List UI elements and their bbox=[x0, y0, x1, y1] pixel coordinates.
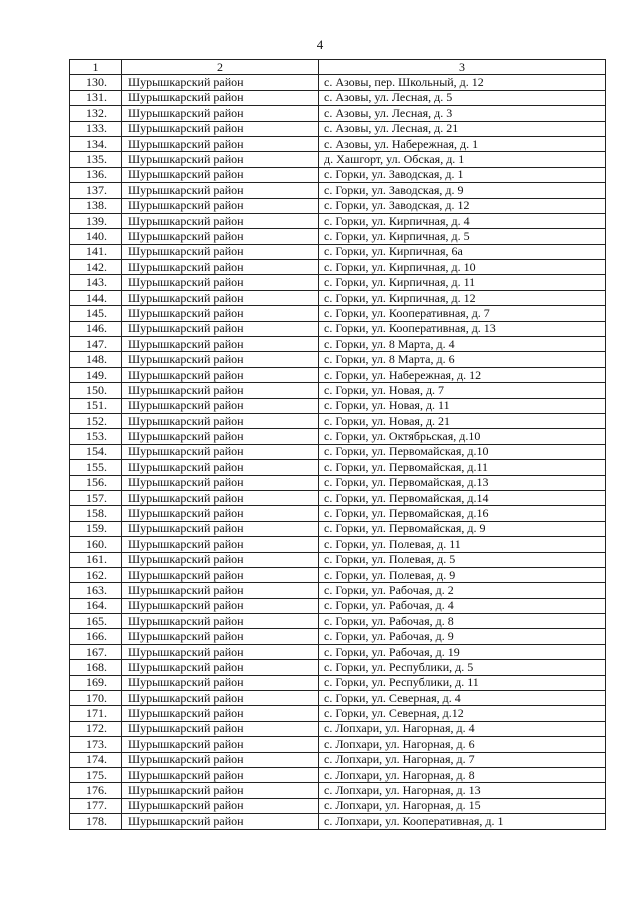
address-cell: с. Горки, ул. Кооперативная, д. 13 bbox=[319, 321, 606, 336]
table-row bbox=[70, 352, 606, 367]
table-body bbox=[70, 75, 606, 829]
table-row bbox=[70, 721, 606, 736]
table-row bbox=[70, 75, 606, 90]
row-number-cell: 154. bbox=[70, 444, 122, 459]
table-row bbox=[70, 521, 606, 536]
district-cell: Шурышкарский район bbox=[122, 552, 319, 567]
district-cell: Шурышкарский район bbox=[122, 614, 319, 629]
address-cell: с. Горки, ул. Кирпичная, д. 4 bbox=[319, 213, 606, 228]
address-cell: с. Горки, ул. Кирпичная, д. 10 bbox=[319, 260, 606, 275]
address-cell: с. Горки, ул. Заводская, д. 1 bbox=[319, 167, 606, 182]
table-row bbox=[70, 552, 606, 567]
district-cell: Шурышкарский район bbox=[122, 767, 319, 782]
address-cell: с. Лопхари, ул. Нагорная, д. 6 bbox=[319, 737, 606, 752]
district-cell: Шурышкарский район bbox=[122, 737, 319, 752]
table-row bbox=[70, 367, 606, 382]
row-number-cell: 140. bbox=[70, 229, 122, 244]
district-cell: Шурышкарский район bbox=[122, 490, 319, 505]
row-number-cell: 130. bbox=[70, 75, 122, 90]
table-row bbox=[70, 229, 606, 244]
district-cell: Шурышкарский район bbox=[122, 152, 319, 167]
row-number-cell: 177. bbox=[70, 798, 122, 813]
table-row bbox=[70, 798, 606, 813]
address-cell: с. Лопхари, ул. Нагорная, д. 15 bbox=[319, 798, 606, 813]
row-number-cell: 162. bbox=[70, 567, 122, 582]
column-header-district: 2 bbox=[122, 60, 319, 75]
table-row bbox=[70, 429, 606, 444]
district-cell: Шурышкарский район bbox=[122, 506, 319, 521]
district-cell: Шурышкарский район bbox=[122, 567, 319, 582]
table-row bbox=[70, 675, 606, 690]
table-row bbox=[70, 460, 606, 475]
address-cell: с. Горки, ул. Первомайская, д.16 bbox=[319, 506, 606, 521]
address-cell: с. Горки, ул. 8 Марта, д. 4 bbox=[319, 337, 606, 352]
row-number-cell: 143. bbox=[70, 275, 122, 290]
table-row bbox=[70, 383, 606, 398]
district-cell: Шурышкарский район bbox=[122, 444, 319, 459]
address-cell: с. Горки, ул. Республики, д. 5 bbox=[319, 660, 606, 675]
district-cell: Шурышкарский район bbox=[122, 367, 319, 382]
row-number-cell: 174. bbox=[70, 752, 122, 767]
address-cell: с. Горки, ул. Северная, д.12 bbox=[319, 706, 606, 721]
address-cell: с. Горки, ул. Кооперативная, д. 7 bbox=[319, 306, 606, 321]
district-cell: Шурышкарский район bbox=[122, 475, 319, 490]
table-row bbox=[70, 506, 606, 521]
address-cell: с. Горки, ул. Новая, д. 7 bbox=[319, 383, 606, 398]
district-cell: Шурышкарский район bbox=[122, 183, 319, 198]
row-number-cell: 168. bbox=[70, 660, 122, 675]
row-number-cell: 153. bbox=[70, 429, 122, 444]
district-cell: Шурышкарский район bbox=[122, 460, 319, 475]
district-cell: Шурышкарский район bbox=[122, 106, 319, 121]
row-number-cell: 139. bbox=[70, 213, 122, 228]
table-row bbox=[70, 660, 606, 675]
row-number-cell: 132. bbox=[70, 106, 122, 121]
district-cell: Шурышкарский район bbox=[122, 352, 319, 367]
district-cell: Шурышкарский район bbox=[122, 660, 319, 675]
district-cell: Шурышкарский район bbox=[122, 752, 319, 767]
row-number-cell: 145. bbox=[70, 306, 122, 321]
address-cell: с. Горки, ул. Первомайская, д.13 bbox=[319, 475, 606, 490]
table-row bbox=[70, 167, 606, 182]
table-row bbox=[70, 152, 606, 167]
address-cell: с. Горки, ул. Полевая, д. 11 bbox=[319, 537, 606, 552]
district-cell: Шурышкарский район bbox=[122, 814, 319, 829]
district-cell: Шурышкарский район bbox=[122, 721, 319, 736]
row-number-cell: 173. bbox=[70, 737, 122, 752]
table-row bbox=[70, 614, 606, 629]
table-header bbox=[70, 60, 606, 75]
row-number-cell: 175. bbox=[70, 767, 122, 782]
table-row bbox=[70, 306, 606, 321]
row-number-cell: 163. bbox=[70, 583, 122, 598]
district-cell: Шурышкарский район bbox=[122, 260, 319, 275]
address-cell: с. Горки, ул. Первомайская, д.11 bbox=[319, 460, 606, 475]
address-cell: с. Горки, ул. Кирпичная, д. 12 bbox=[319, 290, 606, 305]
table-row bbox=[70, 752, 606, 767]
table-row bbox=[70, 444, 606, 459]
row-number-cell: 155. bbox=[70, 460, 122, 475]
row-number-cell: 151. bbox=[70, 398, 122, 413]
district-cell: Шурышкарский район bbox=[122, 413, 319, 428]
row-number-cell: 134. bbox=[70, 136, 122, 151]
table-row bbox=[70, 767, 606, 782]
address-table bbox=[69, 59, 606, 830]
table-row bbox=[70, 275, 606, 290]
table-row bbox=[70, 398, 606, 413]
table-row bbox=[70, 814, 606, 829]
address-cell: с. Горки, ул. Кирпичная, 6а bbox=[319, 244, 606, 259]
row-number-cell: 136. bbox=[70, 167, 122, 182]
row-number-cell: 159. bbox=[70, 521, 122, 536]
address-cell: с. Горки, ул. Набережная, д. 12 bbox=[319, 367, 606, 382]
address-cell: с. Горки, ул. Рабочая, д. 19 bbox=[319, 644, 606, 659]
row-number-cell: 160. bbox=[70, 537, 122, 552]
district-cell: Шурышкарский район bbox=[122, 398, 319, 413]
district-cell: Шурышкарский район bbox=[122, 598, 319, 613]
row-number-cell: 152. bbox=[70, 413, 122, 428]
district-cell: Шурышкарский район bbox=[122, 644, 319, 659]
row-number-cell: 138. bbox=[70, 198, 122, 213]
district-cell: Шурышкарский район bbox=[122, 75, 319, 90]
address-cell: с. Горки, ул. Кирпичная, д. 11 bbox=[319, 275, 606, 290]
address-cell: с. Горки, ул. Северная, д. 4 bbox=[319, 691, 606, 706]
address-cell: с. Азовы, пер. Школьный, д. 12 bbox=[319, 75, 606, 90]
address-cell: с. Горки, ул. 8 Марта, д. 6 bbox=[319, 352, 606, 367]
address-cell: с. Горки, ул. Новая, д. 21 bbox=[319, 413, 606, 428]
row-number-cell: 137. bbox=[70, 183, 122, 198]
table-row bbox=[70, 537, 606, 552]
row-number-cell: 131. bbox=[70, 90, 122, 105]
row-number-cell: 171. bbox=[70, 706, 122, 721]
district-cell: Шурышкарский район bbox=[122, 244, 319, 259]
row-number-cell: 148. bbox=[70, 352, 122, 367]
column-header-address: 3 bbox=[319, 60, 606, 75]
row-number-cell: 164. bbox=[70, 598, 122, 613]
row-number-cell: 144. bbox=[70, 290, 122, 305]
row-number-cell: 176. bbox=[70, 783, 122, 798]
district-cell: Шурышкарский район bbox=[122, 306, 319, 321]
row-number-cell: 170. bbox=[70, 691, 122, 706]
table-row bbox=[70, 290, 606, 305]
table-row bbox=[70, 260, 606, 275]
row-number-cell: 150. bbox=[70, 383, 122, 398]
row-number-cell: 172. bbox=[70, 721, 122, 736]
address-cell: с. Горки, ул. Рабочая, д. 9 bbox=[319, 629, 606, 644]
district-cell: Шурышкарский район bbox=[122, 136, 319, 151]
table-row bbox=[70, 706, 606, 721]
district-cell: Шурышкарский район bbox=[122, 229, 319, 244]
district-cell: Шурышкарский район bbox=[122, 583, 319, 598]
row-number-cell: 161. bbox=[70, 552, 122, 567]
address-cell: с. Лопхари, ул. Нагорная, д. 8 bbox=[319, 767, 606, 782]
table-row bbox=[70, 121, 606, 136]
district-cell: Шурышкарский район bbox=[122, 275, 319, 290]
address-cell: с. Горки, ул. Октябрьская, д.10 bbox=[319, 429, 606, 444]
row-number-cell: 141. bbox=[70, 244, 122, 259]
table-row bbox=[70, 475, 606, 490]
address-cell: с. Азовы, ул. Лесная, д. 5 bbox=[319, 90, 606, 105]
address-cell: с. Горки, ул. Республики, д. 11 bbox=[319, 675, 606, 690]
address-cell: с. Горки, ул. Полевая, д. 9 bbox=[319, 567, 606, 582]
table-row bbox=[70, 490, 606, 505]
address-cell: с. Горки, ул. Рабочая, д. 4 bbox=[319, 598, 606, 613]
district-cell: Шурышкарский район bbox=[122, 383, 319, 398]
district-cell: Шурышкарский район bbox=[122, 167, 319, 182]
table-row bbox=[70, 321, 606, 336]
address-cell: с. Горки, ул. Рабочая, д. 2 bbox=[319, 583, 606, 598]
district-cell: Шурышкарский район bbox=[122, 629, 319, 644]
district-cell: Шурышкарский район bbox=[122, 198, 319, 213]
table-row bbox=[70, 183, 606, 198]
row-number-cell: 166. bbox=[70, 629, 122, 644]
address-cell: с. Горки, ул. Заводская, д. 12 bbox=[319, 198, 606, 213]
table-row bbox=[70, 213, 606, 228]
district-cell: Шурышкарский район bbox=[122, 537, 319, 552]
row-number-cell: 133. bbox=[70, 121, 122, 136]
column-header-number: 1 bbox=[70, 60, 122, 75]
district-cell: Шурышкарский район bbox=[122, 521, 319, 536]
address-cell: с. Горки, ул. Первомайская, д.14 bbox=[319, 490, 606, 505]
row-number-cell: 147. bbox=[70, 337, 122, 352]
address-cell: с. Лопхари, ул. Нагорная, д. 7 bbox=[319, 752, 606, 767]
district-cell: Шурышкарский район bbox=[122, 429, 319, 444]
row-number-cell: 167. bbox=[70, 644, 122, 659]
district-cell: Шурышкарский район bbox=[122, 121, 319, 136]
address-cell: с. Лопхари, ул. Нагорная, д. 4 bbox=[319, 721, 606, 736]
address-cell: с. Азовы, ул. Лесная, д. 3 bbox=[319, 106, 606, 121]
row-number-cell: 142. bbox=[70, 260, 122, 275]
address-cell: с. Горки, ул. Первомайская, д. 9 bbox=[319, 521, 606, 536]
row-number-cell: 157. bbox=[70, 490, 122, 505]
row-number-cell: 165. bbox=[70, 614, 122, 629]
address-cell: с. Лопхари, ул. Нагорная, д. 13 bbox=[319, 783, 606, 798]
address-cell: с. Горки, ул. Новая, д. 11 bbox=[319, 398, 606, 413]
district-cell: Шурышкарский район bbox=[122, 213, 319, 228]
address-cell: с. Горки, ул. Рабочая, д. 8 bbox=[319, 614, 606, 629]
address-cell: с. Горки, ул. Заводская, д. 9 bbox=[319, 183, 606, 198]
table-row bbox=[70, 198, 606, 213]
table-row bbox=[70, 413, 606, 428]
district-cell: Шурышкарский район bbox=[122, 90, 319, 105]
address-cell: с. Азовы, ул. Набережная, д. 1 bbox=[319, 136, 606, 151]
address-cell: с. Горки, ул. Кирпичная, д. 5 bbox=[319, 229, 606, 244]
table-row bbox=[70, 737, 606, 752]
header-row bbox=[70, 60, 606, 75]
row-number-cell: 146. bbox=[70, 321, 122, 336]
table-row bbox=[70, 106, 606, 121]
table-row bbox=[70, 783, 606, 798]
address-cell: с. Азовы, ул. Лесная, д. 21 bbox=[319, 121, 606, 136]
row-number-cell: 156. bbox=[70, 475, 122, 490]
district-cell: Шурышкарский район bbox=[122, 706, 319, 721]
row-number-cell: 178. bbox=[70, 814, 122, 829]
table-row bbox=[70, 244, 606, 259]
table-row bbox=[70, 644, 606, 659]
table-row bbox=[70, 691, 606, 706]
district-cell: Шурышкарский район bbox=[122, 290, 319, 305]
table-row bbox=[70, 629, 606, 644]
address-cell: с. Лопхари, ул. Кооперативная, д. 1 bbox=[319, 814, 606, 829]
address-cell: д. Хашгорт, ул. Обская, д. 1 bbox=[319, 152, 606, 167]
row-number-cell: 169. bbox=[70, 675, 122, 690]
table-row bbox=[70, 90, 606, 105]
district-cell: Шурышкарский район bbox=[122, 321, 319, 336]
table-row bbox=[70, 337, 606, 352]
address-cell: с. Горки, ул. Полевая, д. 5 bbox=[319, 552, 606, 567]
page-number: 4 bbox=[316, 37, 324, 52]
table-row bbox=[70, 136, 606, 151]
table-row bbox=[70, 583, 606, 598]
district-cell: Шурышкарский район bbox=[122, 783, 319, 798]
district-cell: Шурышкарский район bbox=[122, 691, 319, 706]
row-number-cell: 158. bbox=[70, 506, 122, 521]
row-number-cell: 149. bbox=[70, 367, 122, 382]
district-cell: Шурышкарский район bbox=[122, 675, 319, 690]
table-row bbox=[70, 567, 606, 582]
row-number-cell: 135. bbox=[70, 152, 122, 167]
table-row bbox=[70, 598, 606, 613]
district-cell: Шурышкарский район bbox=[122, 798, 319, 813]
address-cell: с. Горки, ул. Первомайская, д.10 bbox=[319, 444, 606, 459]
district-cell: Шурышкарский район bbox=[122, 337, 319, 352]
